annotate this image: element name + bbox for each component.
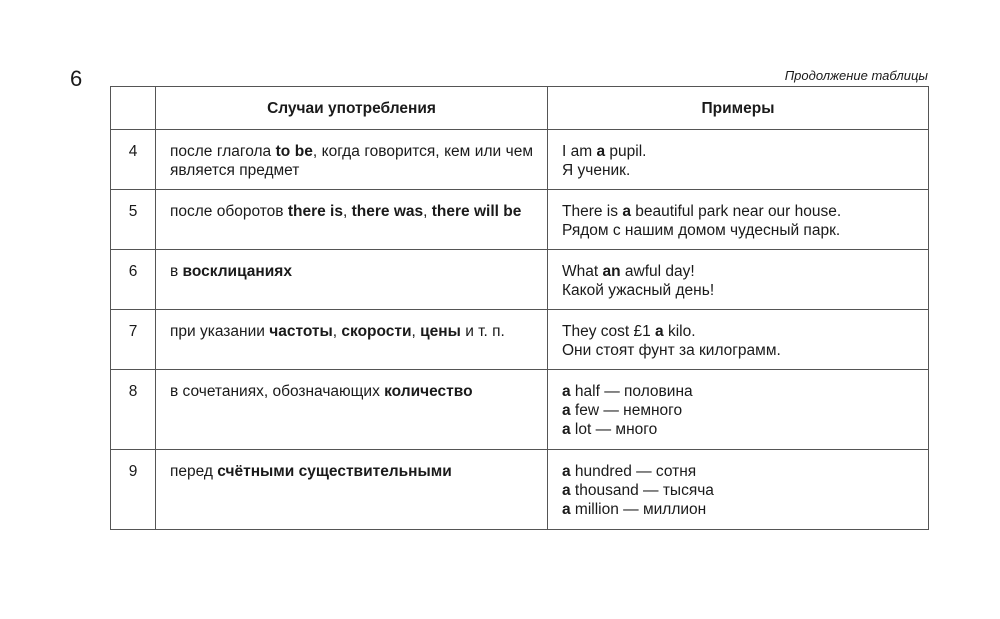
text-run: half — половина <box>570 383 693 400</box>
bold-term: цены <box>420 323 461 340</box>
header-usage: Случаи употребления <box>156 87 548 130</box>
examples-cell <box>548 130 929 190</box>
text-run: , <box>342 203 352 220</box>
text-run: beautiful park near our house. <box>630 203 842 220</box>
text-run: What <box>562 263 603 280</box>
text-run: lot — много <box>570 421 658 438</box>
bold-term: частоты <box>269 323 333 340</box>
text-run: после глагола <box>170 143 276 160</box>
text-run: I am <box>562 143 597 160</box>
table-row <box>111 370 929 450</box>
bold-term: there was <box>351 203 424 220</box>
text-run: в сочетаниях, обозначающих <box>170 383 385 400</box>
text-run: , <box>411 323 421 340</box>
example-line <box>562 401 914 420</box>
row-number: 6 <box>111 250 156 310</box>
usage-cell <box>156 190 548 250</box>
bold-term: a <box>562 463 571 480</box>
usage-cell <box>156 450 548 530</box>
usage-cell <box>156 370 548 450</box>
bold-term: a <box>562 482 571 499</box>
example-line <box>562 221 914 240</box>
text-run: million — миллион <box>570 501 707 518</box>
bold-term: a <box>562 383 571 400</box>
table-row <box>111 190 929 250</box>
text-run: перед <box>170 463 218 480</box>
row-number: 7 <box>111 310 156 370</box>
text-run: после оборотов <box>170 203 288 220</box>
text-run: при указании <box>170 323 270 340</box>
bold-term: there is <box>287 203 343 220</box>
text-run: kilo. <box>663 323 696 340</box>
bold-term: a <box>562 402 571 419</box>
text-run: , когда говорится, кем или чем является предмет <box>170 143 534 179</box>
bold-term: скорости <box>341 323 412 340</box>
text-run: , <box>332 323 342 340</box>
text-run: They cost £1 <box>562 323 656 340</box>
table-row <box>111 310 929 370</box>
text-run: Рядом с нашим домом чудесный парк. <box>562 222 841 239</box>
row-number: 8 <box>111 370 156 450</box>
example-line <box>562 142 914 161</box>
examples-cell <box>548 190 929 250</box>
bold-term: an <box>602 263 621 280</box>
text-run: и т. п. <box>460 323 505 340</box>
examples-cell <box>548 250 929 310</box>
example-line <box>562 420 914 439</box>
example-line <box>562 262 914 281</box>
text-run: в <box>170 263 183 280</box>
text-run: few — немного <box>570 402 683 419</box>
text-run: Какой ужасный день! <box>562 282 715 299</box>
page-number: 6 <box>70 66 83 91</box>
bold-term: количество <box>384 383 473 400</box>
usage-cell <box>156 250 548 310</box>
bold-term: a <box>596 143 606 160</box>
bold-term: счётными существительными <box>217 463 452 480</box>
table-row <box>111 130 929 190</box>
bold-term: a <box>562 421 571 438</box>
examples-cell <box>548 310 929 370</box>
table-row <box>111 450 929 530</box>
example-line <box>562 382 914 401</box>
bold-term: восклицаниях <box>182 263 292 280</box>
example-line <box>562 322 914 341</box>
example-line <box>562 281 914 300</box>
text-run: pupil. <box>605 143 647 160</box>
example-line <box>562 481 914 500</box>
text-run: awful day! <box>620 263 695 280</box>
text-run: There is <box>562 203 623 220</box>
header-examples: Примеры <box>548 87 929 130</box>
text-run: hundred — сотня <box>570 463 697 480</box>
row-number: 5 <box>111 190 156 250</box>
header-number <box>111 87 156 130</box>
bold-term: a <box>655 323 664 340</box>
example-line <box>562 500 914 519</box>
text-run: thousand — тысяча <box>570 482 714 499</box>
examples-cell <box>548 370 929 450</box>
text-run: Они стоят фунт за килограмм. <box>562 342 781 359</box>
examples-cell <box>548 450 929 530</box>
example-line <box>562 161 914 180</box>
row-number: 4 <box>111 130 156 190</box>
bold-term: a <box>562 501 571 518</box>
bold-term: to be <box>275 143 313 160</box>
example-line <box>562 462 914 481</box>
continuation-note: Продолжение таблицы <box>784 68 928 83</box>
usage-cell <box>156 130 548 190</box>
bold-term: there will be <box>431 203 522 220</box>
row-number: 9 <box>111 450 156 530</box>
usage-table <box>110 86 929 530</box>
table-row <box>111 250 929 310</box>
text-run: Я ученик. <box>562 162 631 179</box>
example-line <box>562 341 914 360</box>
table-header-row <box>111 87 929 130</box>
usage-cell <box>156 310 548 370</box>
example-line <box>562 202 914 221</box>
bold-term: a <box>622 203 631 220</box>
text-run: , <box>423 203 432 220</box>
